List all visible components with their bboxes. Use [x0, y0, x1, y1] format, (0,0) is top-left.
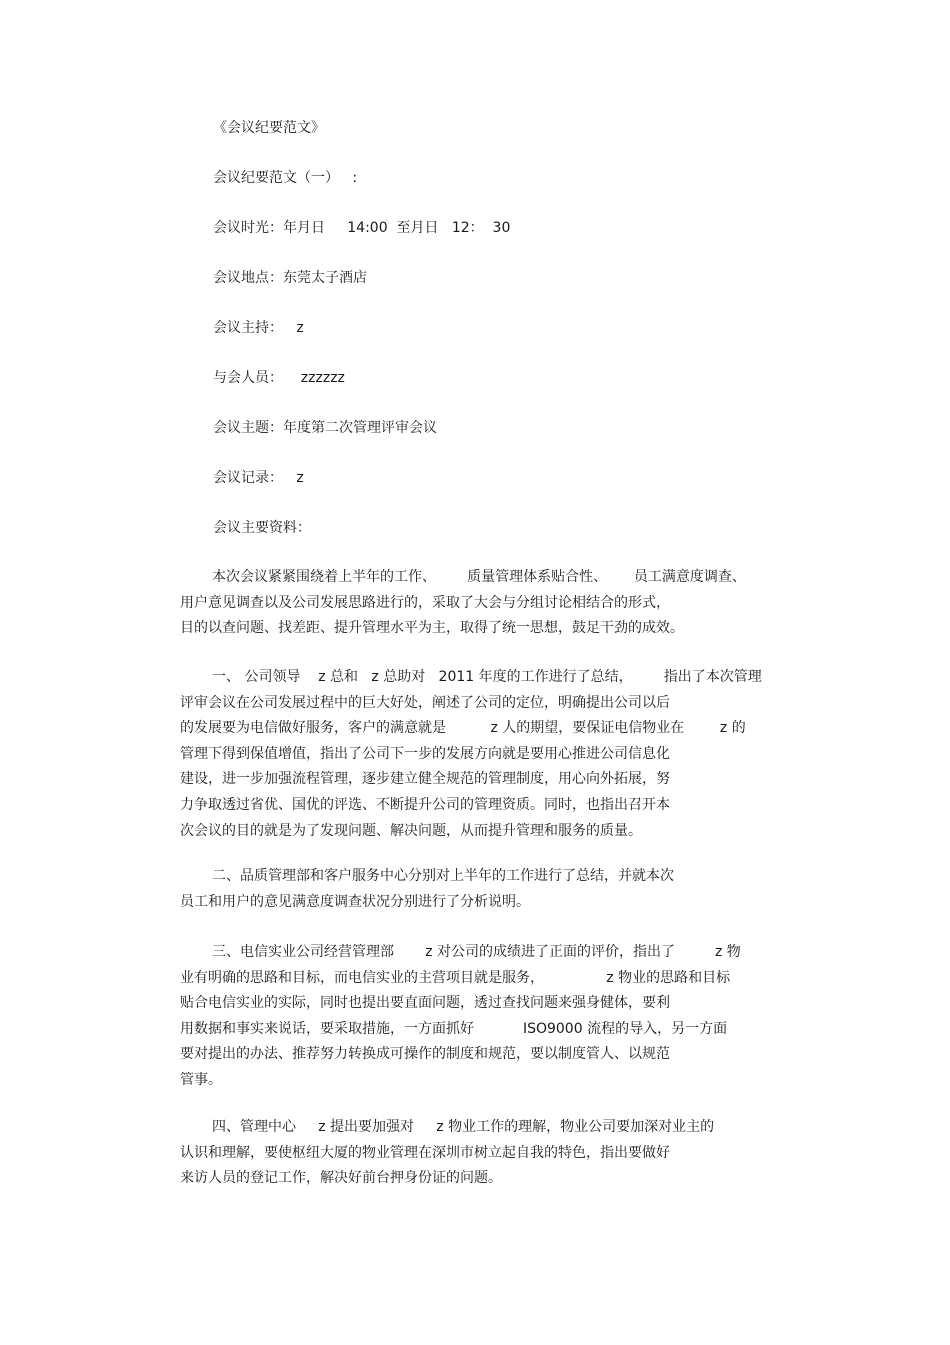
paragraph-line: 认识和理解，要使枢纽大厦的物业管理在深圳市树立起自我的特色，指出要做好	[180, 1144, 670, 1161]
document-subtitle: 会议纪要范文（一） :	[213, 170, 358, 186]
paragraph-line: 的发展要为电信做好服务，客户的满意就是 z 人的期望，要保证电信物业在 z 的	[180, 720, 746, 737]
meeting-attendees: 与会人员： zzzzzz	[213, 370, 345, 386]
meeting-location: 会议地点：东莞太子酒店	[213, 270, 367, 286]
paragraph-item-2	[180, 864, 780, 915]
paragraph-line: 一、 公司领导 z 总和 z 总助对 2011 年度的工作进行了总结， 指出了本次管理	[212, 669, 762, 685]
meeting-host: 会议主持： z	[213, 320, 304, 336]
paragraph-line: 来访人员的登记工作，解决好前台押身份证的问题。	[180, 1170, 502, 1187]
paragraph-line: 力争取透过省优、国优的评选、不断提升公司的管理资质。同时，也指出召开本	[180, 796, 670, 813]
paragraph-intro	[180, 565, 780, 642]
paragraph-line: 次会议的目的就是为了发现问题、解决问题，从而提升管理和服务的质量。	[180, 822, 642, 839]
meeting-recorder: 会议记录： z	[213, 470, 304, 486]
paragraph-line: 建设，进一步加强流程管理，逐步建立健全规范的管理制度，用心向外拓展，努	[180, 771, 670, 788]
paragraph-line: 用数据和事实来说话，要采取措施，一方面抓好 ISO9000 流程的导入，另一方面	[180, 1020, 728, 1037]
document-title: 《会议纪要范文》	[213, 120, 325, 136]
paragraph-line: 管事。	[180, 1071, 222, 1088]
paragraph-item-1	[180, 665, 780, 844]
paragraph-line: 业有明确的思路和目标，而电信实业的主营项目就是服务， z 物业的思路和目标	[180, 969, 731, 986]
paragraph-item-4	[180, 1115, 780, 1192]
meeting-topic: 会议主题：年度第二次管理评审会议	[213, 420, 437, 436]
paragraph-line: 四、管理中心 z 提出要加强对 z 物业工作的理解，物业公司要加深对业主的	[212, 1119, 715, 1135]
paragraph-line: 本次会议紧紧围绕着上半年的工作、 质量管理体系贴合性、 员工满意度调查、	[212, 569, 746, 585]
paragraph-line: 三、电信实业公司经营管理部 z 对公司的成绩进了正面的评价，指出了 z 物	[212, 944, 741, 960]
paragraph-line: 评审会议在公司发展过程中的巨大好处，阐述了公司的定位，明确提出公司以后	[180, 694, 670, 711]
paragraph-line: 员工和用户的意见满意度调查状况分别进行了分析说明。	[180, 893, 530, 910]
meeting-time: 会议时光：年月日 14:00 至月日 12： 30	[213, 220, 511, 236]
paragraph-line: 管理下得到保值增值，指出了公司下一步的发展方向就是要用心推进公司信息化	[180, 745, 670, 762]
paragraph-line: 要对提出的办法、推荐努力转换成可操作的制度和规范，要以制度管人、以规范	[180, 1046, 670, 1063]
meeting-content-heading: 会议主要资料：	[213, 520, 311, 536]
paragraph-line: 目的以查问题、找差距、提升管理水平为主，取得了统一思想，鼓足干劲的成效。	[180, 620, 684, 637]
paragraph-line: 用户意见调查以及公司发展思路进行的，采取了大会与分组讨论相结合的形式，	[180, 594, 670, 611]
paragraph-item-3	[180, 940, 780, 1094]
paragraph-line: 二、品质管理部和客户服务中心分别对上半年的工作进行了总结，并就本次	[212, 868, 674, 884]
paragraph-line: 贴合电信实业的实际，同时也提出要直面问题，透过查找问题来强身健体，要利	[180, 995, 670, 1012]
